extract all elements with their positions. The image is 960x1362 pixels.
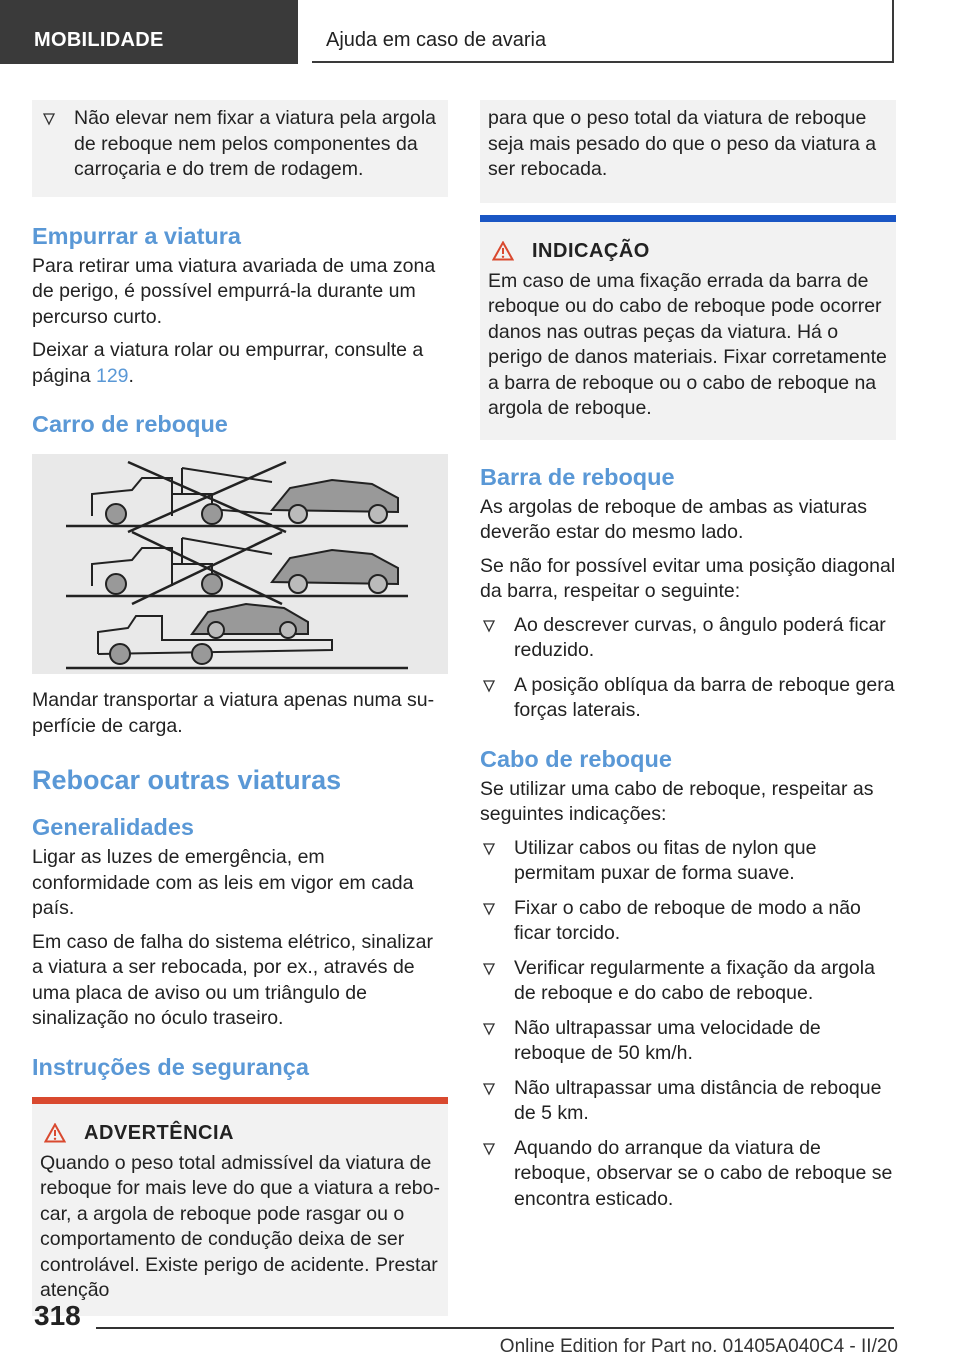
list-item-text: Aquando do arranque da viatura de reboque, observar se o cabo de reboque se encontra esticado.	[514, 1136, 893, 1210]
triangle-bullet-icon	[482, 962, 496, 976]
general-paragraph-2: Em caso de falha do sistema elétrico, sinalizar a viatura a ser rebocada, por ex., através de uma placa de aviso ou um triângulo de sinalização no óculo traseiro.	[32, 930, 434, 1029]
list-item-text: Verificar regularmente a fixação da argola de reboque e do cabo de reboque.	[514, 956, 875, 1004]
note-title: INDICAÇÃO	[532, 239, 650, 262]
tow-bar-paragraph-1: As argolas de reboque de ambas as viaturas deverão estar do mesmo lado.	[480, 495, 867, 543]
general-heading: Generalidades	[32, 814, 194, 840]
intro-note-box	[32, 100, 448, 197]
header-chapter-label: Ajuda em caso de avaria	[326, 29, 547, 51]
tow-bar-paragraph-2: Se não for possível evitar uma posição diagonal da barra, respeitar o seguinte:	[480, 554, 896, 602]
triangle-bullet-icon	[42, 112, 56, 126]
list-item	[480, 1076, 896, 1127]
list-item	[40, 106, 440, 183]
list-item-text: Fixar o cabo de reboque de modo a não ficar torcido.	[514, 896, 861, 944]
triangle-bullet-icon	[482, 902, 496, 916]
tow-truck-heading: Carro de reboque	[32, 411, 228, 437]
general-paragraph-1: Ligar as luzes de emergência, em conformidade com as leis em vigor em cada país.	[32, 846, 414, 919]
triangle-bullet-icon	[482, 619, 496, 633]
list-item-text: A posição oblíqua da barra de reboque gera forças laterais.	[514, 673, 895, 721]
note-text: Em caso de uma fixação errada da barra de reboque ou do cabo de reboque pode ocorrer danos nas outras peças da viatura. Há o perigo de danos materiais. Fixar corretamente a barra de reboque ou o cabo de reboque na argola de reboque.	[488, 269, 887, 419]
tow-cable-list	[480, 836, 896, 1213]
caution-icon	[492, 241, 514, 261]
list-item	[480, 1016, 896, 1067]
warning-title: ADVERTÊNCIA	[84, 1121, 234, 1144]
push-paragraph-1: Para retirar uma viatura avariada de uma zona de perigo, é possível empurrá-la durante um percurso curto.	[32, 254, 436, 328]
left-column	[32, 100, 448, 1316]
header-section-tab	[0, 0, 298, 64]
header-chapter-tab	[312, 0, 894, 63]
push-paragraph-2-text: Deixar a viatura rolar ou empurrar, consulte a página	[32, 339, 424, 387]
tow-cable-heading: Cabo de reboque	[480, 745, 672, 772]
list-item	[480, 836, 896, 887]
safety-heading: Instruções de segurança	[32, 1053, 309, 1080]
triangle-bullet-icon	[482, 679, 496, 693]
list-item	[480, 1136, 896, 1213]
warning-continuation-text: para que o peso total da viatura de reboque seja mais pesado do que o peso da viatura a ser rebocada.	[488, 107, 877, 180]
list-item	[480, 673, 896, 724]
list-item-text: Não ultrapassar uma velocidade de reboque de 50 km/h.	[514, 1016, 821, 1064]
footer-edition: Online Edition for Part no. 01405A040C4 - II/20	[499, 1336, 898, 1357]
push-heading: Empurrar a viatura	[32, 222, 241, 249]
warning-box	[32, 1097, 448, 1316]
triangle-bullet-icon	[482, 1022, 496, 1036]
list-item-text: Utilizar cabos ou fitas de nylon que permitam puxar de forma suave.	[514, 836, 817, 884]
tow-cable-paragraph: Se utilizar uma cabo de reboque, respeitar as seguintes indicações:	[480, 777, 874, 825]
note-bar	[480, 215, 896, 222]
triangle-bullet-icon	[482, 842, 496, 856]
intro-bullet-text: Não elevar nem fixar a viatura pela argola de reboque nem pelos componentes da carroçaria e do trem de rodagem.	[74, 107, 437, 180]
page-link[interactable]: 129	[95, 364, 129, 387]
triangle-bullet-icon	[482, 1142, 496, 1156]
header-section-label: MOBILIDADE	[34, 29, 164, 51]
tow-truck-text: Mandar transportar a viatura apenas numa superfície de carga.	[32, 689, 435, 737]
list-item-text: Ao descrever curvas, o ângulo poderá ficar reduzido.	[514, 613, 886, 661]
push-paragraph-2	[32, 338, 448, 389]
list-item	[480, 896, 896, 947]
warning-title-row	[32, 1104, 448, 1145]
tow-bar-list	[480, 613, 896, 724]
list-item	[480, 613, 896, 664]
warning-text: Quando o peso total admissível da viatura de reboque for mais leve do que a viatura a rebocar, a argola de reboque pode rasgar ou o comportamento de condução deixa de ser controlável. Existe perigo de acidente. Prestar atenção	[40, 1151, 440, 1301]
page-number: 318	[34, 1300, 81, 1331]
tow-truck-diagram	[32, 454, 448, 674]
tow-truck-illustration	[32, 454, 448, 674]
list-item-text: Não ultrapassar uma distância de reboque de 5 km.	[514, 1076, 882, 1124]
tow-bar-heading: Barra de reboque	[480, 463, 675, 490]
warning-bar	[32, 1097, 448, 1104]
period: .	[128, 364, 134, 387]
footer-divider	[96, 1327, 894, 1329]
triangle-bullet-icon	[482, 1082, 496, 1096]
note-box	[480, 215, 896, 440]
warning-icon	[44, 1123, 66, 1143]
list-item	[480, 956, 896, 1007]
right-column	[480, 100, 896, 1221]
tow-others-heading: Rebocar outras viaturas	[32, 765, 342, 795]
warning-continuation-box	[480, 100, 896, 203]
note-title-row	[480, 222, 896, 263]
